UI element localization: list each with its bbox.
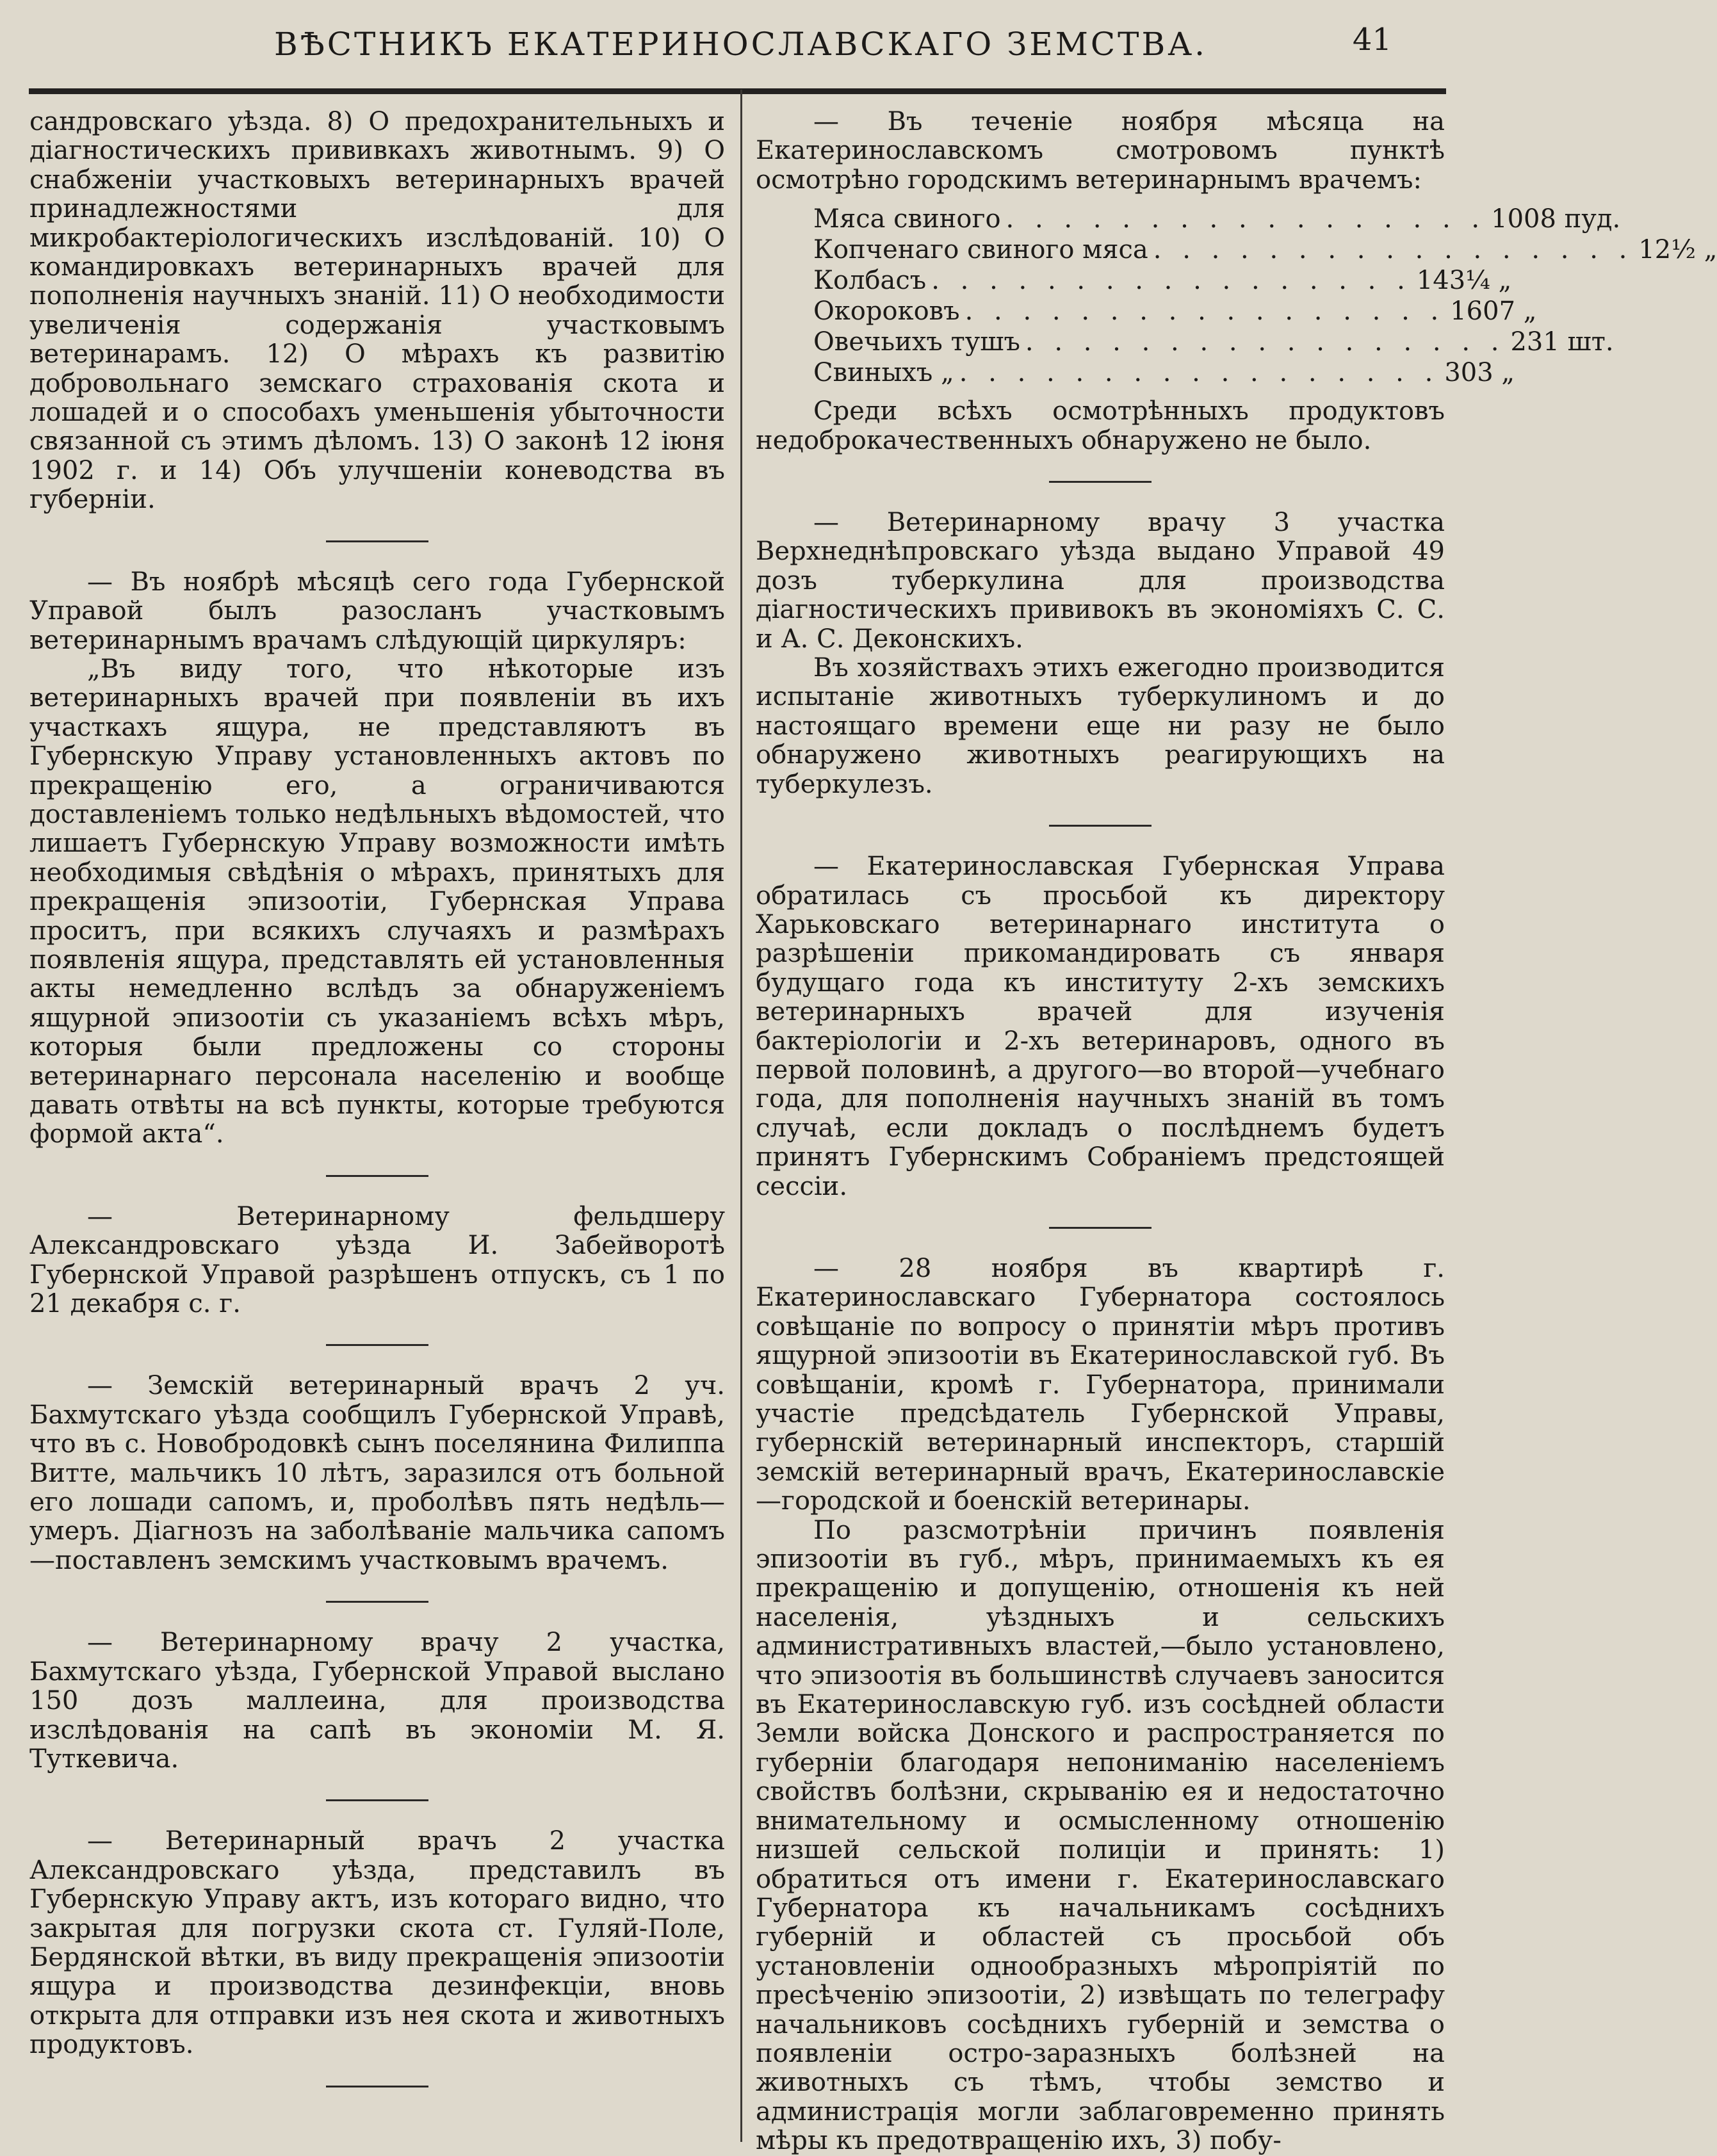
table-item-name: Копченаго свиного мяса (813, 235, 1148, 265)
journal-title: ВѢСТНИКЪ ЕКАТЕРИНОСЛАВСКАГО ЗЕМСТВА. (273, 26, 1208, 63)
table-item-name: Овечьихъ тушъ (813, 327, 1020, 357)
article-kharkov-institute: — Екатеринославская Губернская Управа обратилась съ просьбой къ директору Харьковскаго ветеринарнаго института о разрѣшеніи прикомандировать съ января будущаго года къ институту 2-хъ земскихъ ветеринарныхъ врачей для изученія бактеріологіи и 2-хъ ветеринаровъ, одного въ первой половинѣ, а другого—во второй—учебнаго года, для пополненія научныхъ знаній въ томъ случаѣ, если докладъ о послѣднемъ будетъ принятъ Губернскимъ Собраніемъ предстоящей сессіи. (756, 852, 1445, 1201)
article-governor-meeting: — 28 ноября въ квартирѣ г. Екатеринославскаго Губернатора состоялось совѣщаніе по вопросу о принятіи мѣръ противъ ящурной эпизоотіи въ Екатеринославской губ. Въ совѣщаніи, кромѣ г. Губернатора, принимали участіе предсѣдатель Губернской Управы, губернскій ветеринарный инспекторъ, старшій земскій ветеринарный врачъ, Екатеринославскіе—городской и боенскій ветеринары. (756, 1253, 1445, 1516)
table-row (813, 265, 1512, 296)
article-circular-text: „Въ виду того, что нѣкоторые изъ ветеринарныхъ врачей при появленіи въ ихъ участкахъ ящура, не представляютъ въ Губернскую Управу установленныхъ актовъ по прекращенію его, а ограничиваются доставленіемъ только недѣльныхъ вѣдомостей, что лишаетъ Губернскую Управу возможности имѣть необходимыя свѣдѣнія о мѣрахъ, принятыхъ для прекращенія эпизоотіи, Губернская Управа проситъ, при всякихъ случаяхъ и размѣрахъ появленія ящура, представлять ей установленныя акты немедленно вслѣдъ за обнаруженіемъ ящурной эпизоотіи съ указаніемъ всѣхъ мѣръ, которыя были предложены со стороны ветеринарнаго персонала населенію и вообще давать отвѣты на всѣ пункты, которые требуются формой акта“. (29, 654, 725, 1149)
leader-dots: . . . . . . . . . . . . . . . . . (964, 296, 1445, 327)
table-row (813, 204, 1621, 234)
article-meeting-decisions: По разсмотрѣніи причинъ появленія эпизоотіи въ губ., мѣръ, принимаемыхъ къ ея прекращенію и допущенію, отношенія къ ней населенія, уѣздныхъ и сельскихъ административныхъ властей,—было установлено, что эпизоотія въ большинствѣ случаевъ заносится въ Екатеринославскую губ. изъ сосѣдней области Земли войска Донского и распространяется по губерніи благодаря непониманію населеніемъ свойствъ болѣзни, скрыванію ея и недостаточно внимательному и осмысленному отношенію низшей сельской полиціи и принять: 1) обратиться отъ имени г. Екатеринославскаго Губернатора къ начальникамъ сосѣднихъ губерній и областей съ просьбой объ установленіи однообразныхъ мѣропріятій по пресѣченію эпизоотіи, 2) извѣщать по телеграфу начальниковъ сосѣднихъ губерній и земства о появленіи остро-заразныхъ болѣзней на животныхъ съ тѣмъ, чтобы земство и администрація могли заблаговременно принять мѣры къ предотвращенію ихъ, 3) побу- (756, 1515, 1445, 2156)
leader-dots: . . . . . . . . . . . . . . . . . (959, 358, 1440, 388)
table-row (813, 357, 1515, 388)
section-separator (1049, 481, 1151, 483)
section-separator (326, 540, 428, 542)
article-tuberculin-testing: Въ хозяйствахъ этихъ ежегодно производится испытаніе животныхъ туберкулиномъ и до настоящаго времени еще ни разу не было обнаружено животныхъ реагирующихъ на туберкулезъ. (756, 653, 1445, 799)
table-item-qty: 12½ „ (1638, 235, 1717, 265)
table-row (813, 296, 1537, 327)
table-item-name: Колбасъ (813, 266, 927, 296)
leader-dots: . . . . . . . . . . . . . . . . . (1005, 204, 1486, 234)
page-header (38, 18, 1443, 88)
table-row (813, 327, 1614, 357)
leader-dots: . . . . . . . . . . . . . . . . . (1025, 327, 1506, 357)
leader-dots: . . . . . . . . . . . . . . . . . (1153, 235, 1634, 265)
left-column (29, 108, 725, 2113)
header-rule (29, 88, 1446, 94)
article-inspection-intro: — Въ теченіе ноября мѣсяца на Екатеринославскомъ смотровомъ пунктѣ осмотрѣно городскимъ ветеринарнымъ врачемъ: (756, 107, 1445, 195)
table-item-name: Мяса свиного (813, 204, 1001, 234)
page-number: 41 (1352, 22, 1392, 58)
article-station-reopened: — Ветеринарный врачъ 2 участка Александровскаго уѣзда, представилъ въ Губернскую Управу актъ, изъ котораго видно, что закрытая для погрузки скота ст. Гуляй-Поле, Бердянской вѣтки, въ виду прекращенія эпизоотіи ящура и производства дезинфекціи, вновь открыта для отправки изъ нея скота и животныхъ продуктовъ. (29, 1826, 725, 2060)
section-separator (1049, 825, 1151, 827)
section-separator (326, 1175, 428, 1177)
section-separator (326, 1344, 428, 1346)
article-continuation: сандровскаго уѣзда. 8) О предохранительныхъ и діагностическихъ прививкахъ животнымъ. 9) О снабженіи участковыхъ ветеринарныхъ врачей принадлежностями для микробактеріологическихъ изслѣдованій. 10) О командировкахъ ветеринарныхъ врачей для пополненія научныхъ знаній. 11) О необходимости увеличенія содержанія участковымъ ветеринарамъ. 12) О мѣрахъ къ развитію добровольнаго земскаго страхованія скота и лошадей и о способахъ уменьшенія убыточности связанной съ этимъ дѣломъ. 13) О законѣ 12 іюня 1902 г. и 14) Объ улучшеніи коневодства въ губерніи. (29, 107, 725, 515)
section-separator (326, 1799, 428, 1801)
article-feldsher-leave: — Ветеринарному фельдшеру Александровскаго уѣзда И. Забейворотѣ Губернской Управой разрѣшенъ отпускъ, съ 1 по 21 декабря с. г. (29, 1201, 725, 1319)
table-row (813, 234, 1717, 265)
table-item-qty: 231 шт. (1510, 327, 1614, 357)
table-item-qty: 1008 пуд. (1491, 204, 1621, 234)
table-item-name: Окороковъ (813, 296, 960, 327)
section-separator (326, 2086, 428, 2087)
right-column (756, 107, 1717, 2156)
leader-dots: . . . . . . . . . . . . . . . . . (931, 266, 1412, 296)
section-separator (1049, 1227, 1151, 1229)
table-item-qty: 143¼ „ (1416, 266, 1512, 296)
article-mallein-doses: — Ветеринарному врачу 2 участка, Бахмутскаго уѣзда, Губернской Управой выслано 150 дозъ маллеина, для производства изслѣдованія на сапѣ въ экономіи М. Я. Туткевича. (29, 1628, 725, 1774)
article-inspection-result: Среди всѣхъ осмотрѣнныхъ продуктовъ недоброкачественныхъ обнаружено не было. (756, 396, 1445, 455)
table-item-qty: 1607 „ (1450, 296, 1537, 327)
column-divider (740, 90, 742, 2142)
table-item-qty: 303 „ (1444, 358, 1515, 388)
inspection-table (813, 204, 1717, 388)
table-item-name: Свиныхъ „ (813, 358, 954, 388)
article-circular-intro: — Въ ноябрѣ мѣсяцѣ сего года Губернской Управой былъ разосланъ участковымъ ветеринарнымъ врачамъ слѣдующій циркуляръ: (29, 567, 725, 655)
article-tuberculin-doses: — Ветеринарному врачу 3 участка Верхнеднѣпровскаго уѣзда выдано Управой 49 дозъ туберкулина для производства діагностическихъ прививокъ въ экономіяхъ С. С. и А. С. Деконскихъ. (756, 508, 1445, 654)
section-separator (326, 1601, 428, 1603)
article-glanders-case: — Земскій ветеринарный врачъ 2 уч. Бахмутскаго уѣзда сообщилъ Губернской Управѣ, что въ с. Новобродовкѣ сынъ поселянина Филиппа Витте, мальчикъ 10 лѣтъ, заразился отъ больной его лошади сапомъ, и, проболѣвъ пять недѣль—умеръ. Діагнозъ на заболѣваніе мальчика сапомъ—поставленъ земскимъ участковымъ врачемъ. (29, 1371, 725, 1575)
